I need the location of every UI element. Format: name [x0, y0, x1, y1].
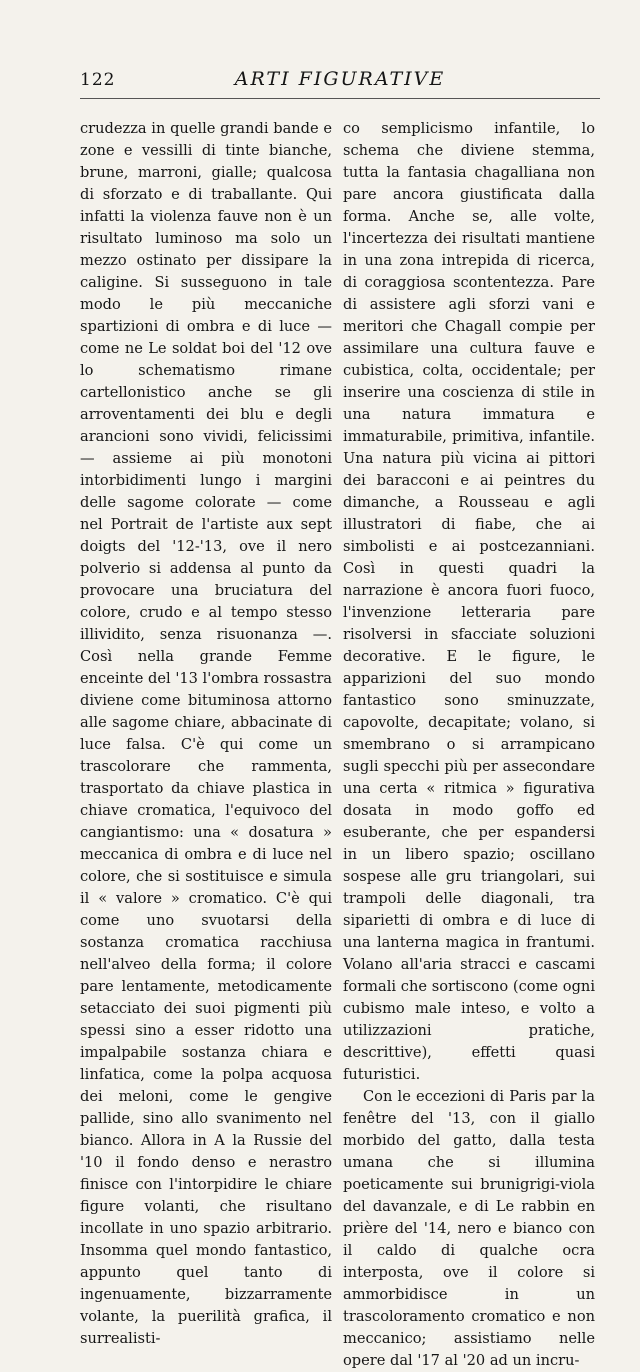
- left-paragraph-1: crudezza in quelle grandi bande e zone e vessilli di tinte bianche, brune, marroni, gialle; qualcosa di sforzato e di traballante. Qui infatti la violenza fauve non è un risultato luminoso ma solo un mezzo ostinato per dissipare la caligine. Si susseguono in tale modo le più meccaniche spartizioni di ombra e di luce — come ne Le soldat boi del '12 ove lo schematismo rimane cartellonistico anche se gli arroventamenti dei blu e degli arancioni sono vividi, felicissimi — assieme ai più monotoni intorbidimenti lungo i margini delle sagome colorate — come nel Portrait de l'artiste aux sept doigts del '12-'13, ove il nero polverio si addensa al punto da provocare una bruciatura del colore, crudo e al tempo stesso illividito, senza risuonanza —. Così nella grande Femme enceinte del '13 l'ombra rossastra diviene come bituminosa attorno alle sagome chiare, abbacinate di luce falsa. C'è qui come un trascolorare che rammenta, trasportato da chiave plastica in chiave cromatica, l'equivoco del cangiantismo: una « dosatura » meccanica di ombra e di luce nel colore, che si sostituisce e simula il « valore » cromatico. C'è qui come uno svuotarsi della sostanza cromatica racchiusa nell'alveo della forma; il colore pare lentamente, metodicamente setacciato dei suoi pigmenti più spessi sino a esser ridotto una impalpabile sostanza chiara e linfatica, come la polpa acquosa dei meloni, come le gengive pallide, sino allo svanimento nel bianco. Allora in A la Russie del '10 il fondo denso e nerastro finisce con l'intorpidire le chiare figure volanti, che risultano incollate in uno spazio arbitrario. Insomma quel mondo fantastico, appunto quel tanto di ingenuamente, bizzarramente volante, la puerilità grafica, il surrealisti-: [80, 120, 332, 1347]
- right-paragraph-1: co semplicismo infantile, lo schema che diviene stemma, tutta la fantasia chagalliana non pare ancora giustificata dalla forma. Anche se, alle volte, l'incertezza dei risultati mantiene in una zona intrepida di ricerca, di coraggiosa scontentezza. Pare di assistere agli sforzi vani e meritori che Chagall compie per assimilare una cultura fauve e cubistica, colta, occidentale; per inserire una coscienza di stile in una natura immatura e immaturabile, primitiva, infantile. Una natura più vicina ai pittori dei baracconi e ai peintres du dimanche, a Rousseau e agli illustratori di fiabe, che ai simbolisti e ai postcezanniani. Così in questi quadri la narrazione è ancora fuori fuoco, l'invenzione letteraria pare risolversi in sfacciate soluzioni decorative. E le figure, le apparizioni del suo mondo fantastico sono sminuzzate, capovolte, decapitate; volano, si smembrano o si arrampicano sugli specchi più per assecondare una certa « ritmica » figurativa dosata in modo goffo ed esuberante, che per espandersi in un libero spazio; oscillano sospese alle gru triangolari, sui trampoli delle diagonali, tra siparietti di ombra e di luce di una lanterna magica in frantumi. Volano all'aria stracci e cascami formali che sortiscono (come ogni cubismo male inteso, e volto a utilizzazioni pratiche, descrittive), effetti quasi futuristici.: [343, 120, 595, 1083]
- page-header: [80, 70, 600, 98]
- right-paragraph-2: Con le eccezioni di Paris par la fenêtre del '13, con il giallo morbido del gatto, dalla testa umana che si illumina poeticamente sui brunigrigi-viola del davanzale, e di Le rabbin en prière del '14, nero e bianco con il caldo di qualche ocra interposta, ove il colore si ammorbidisce in un trascoloramento cromatico e non meccanico; assistiamo nelle opere dal '17 al '20 ad un incru-: [343, 1088, 595, 1369]
- running-title: ARTI FIGURATIVE: [234, 68, 446, 90]
- page-number: 122: [80, 70, 116, 90]
- left-column: [80, 118, 332, 1350]
- header-rule: [80, 98, 600, 99]
- right-column: [343, 118, 595, 1372]
